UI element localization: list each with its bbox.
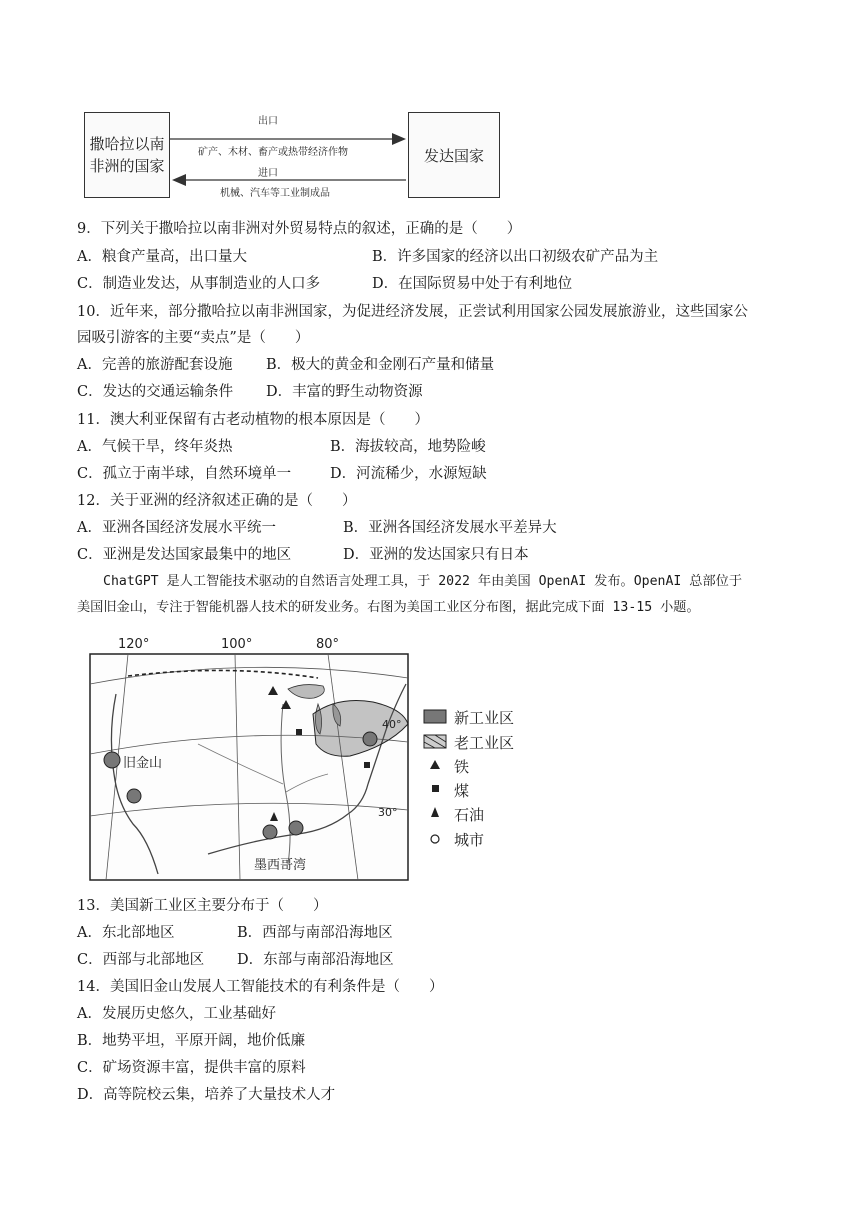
- export-title: 出口: [258, 116, 278, 127]
- q14-option-d[interactable]: D．高等院校云集，培养了大量技术人才: [77, 1087, 336, 1103]
- q14-option-a[interactable]: A．发展历史悠久，工业基础好: [77, 1006, 276, 1022]
- q12-option-c[interactable]: C．亚洲是发达国家最集中的地区: [77, 547, 292, 563]
- import-title: 进口: [258, 168, 278, 179]
- city-label-sanfrancisco: 旧金山: [123, 756, 163, 771]
- q10-option-d[interactable]: D．丰富的野生动物资源: [266, 384, 423, 400]
- q11-stem: 11．澳大利亚保留有古老动植物的根本原因是（ ）: [77, 412, 429, 428]
- import-items: 机械、汽车等工业制成品: [220, 188, 330, 199]
- q9-option-b[interactable]: B．许多国家的经济以出口初级农矿产品为主: [372, 249, 659, 265]
- q9-option-a[interactable]: A．粮食产量高，出口量大: [77, 249, 247, 265]
- q12-option-a[interactable]: A．亚洲各国经济发展水平统一: [77, 520, 276, 536]
- q12-stem: 12．关于亚洲的经济叙述正确的是（ ）: [77, 493, 357, 509]
- lat-label-30: 30°: [378, 806, 398, 819]
- passage-line2: 美国旧金山，专注于智能机器人技术的研发业务。右图为美国工业区分布图，据此完成下面 13-15 小题。: [77, 600, 700, 615]
- q10-stem-line1: 10．近年来，部分撒哈拉以南非洲国家，为促进经济发展，正尝试利用国家公园发展旅游业，这些国家公: [77, 304, 748, 320]
- q13-option-d[interactable]: D．东部与南部沿海地区: [237, 952, 394, 968]
- q10-option-b[interactable]: B．极大的黄金和金刚石产量和储量: [266, 357, 495, 373]
- q13-option-a[interactable]: A．东北部地区: [77, 925, 175, 941]
- lon-label-80: 80°: [316, 637, 340, 652]
- q9-stem: 9．下列关于撒哈拉以南非洲对外贸易特点的叙述，正确的是（ ）: [77, 221, 522, 237]
- q10-option-a[interactable]: A．完善的旅游配套设施: [77, 357, 233, 373]
- passage-line1: ChatGPT 是人工智能技术驱动的自然语言处理工具，于 2022 年由美国 OpenAI 发布。OpenAI 总部位于: [103, 574, 743, 589]
- gulf-label: 墨西哥湾: [254, 858, 307, 873]
- right-box: 发达国家: [408, 112, 500, 198]
- q9-option-d[interactable]: D．在国际贸易中处于有利地位: [372, 276, 573, 292]
- q11-option-a[interactable]: A．气候干旱，终年炎热: [77, 439, 233, 455]
- q14-option-b[interactable]: B．地势平坦，平原开阔，地价低廉: [77, 1033, 306, 1049]
- legend-iron: 铁: [454, 758, 470, 776]
- legend-old-industry: 老工业区: [454, 734, 515, 752]
- q11-option-d[interactable]: D．河流稀少，水源短缺: [330, 466, 487, 482]
- legend-oil: 石油: [454, 806, 485, 824]
- q11-option-c[interactable]: C．孤立于南半球，自然环境单一: [77, 466, 292, 482]
- export-items: 矿产、木材、畜产或热带经济作物: [198, 147, 348, 158]
- legend-new-industry: 新工业区: [454, 709, 515, 727]
- us-industry-map: [88, 634, 528, 884]
- trade-diagram: [80, 108, 510, 206]
- lon-label-100: 100°: [221, 637, 253, 652]
- legend-city: 城市: [454, 831, 485, 849]
- q10-stem-line2: 园吸引游客的主要“卖点”是（ ）: [77, 330, 310, 346]
- q14-stem: 14．美国旧金山发展人工智能技术的有利条件是（ ）: [77, 979, 444, 995]
- q12-option-d[interactable]: D．亚洲的发达国家只有日本: [343, 547, 529, 563]
- legend-coal: 煤: [454, 782, 470, 800]
- q13-option-c[interactable]: C．西部与北部地区: [77, 952, 205, 968]
- q11-option-b[interactable]: B．海拔较高，地势险峻: [330, 439, 486, 455]
- lat-label-40: 40°: [382, 718, 402, 731]
- lon-label-120: 120°: [118, 637, 150, 652]
- q14-option-c[interactable]: C．矿场资源丰富，提供丰富的原料: [77, 1060, 306, 1076]
- q13-option-b[interactable]: B．西部与南部沿海地区: [237, 925, 393, 941]
- left-box: 撒哈拉以南非洲的国家: [84, 112, 170, 198]
- q10-option-c[interactable]: C．发达的交通运输条件: [77, 384, 234, 400]
- q9-option-c[interactable]: C．制造业发达，从事制造业的人口多: [77, 276, 321, 292]
- q12-option-b[interactable]: B．亚洲各国经济发展水平差异大: [343, 520, 557, 536]
- q13-stem: 13．美国新工业区主要分布于（ ）: [77, 898, 328, 914]
